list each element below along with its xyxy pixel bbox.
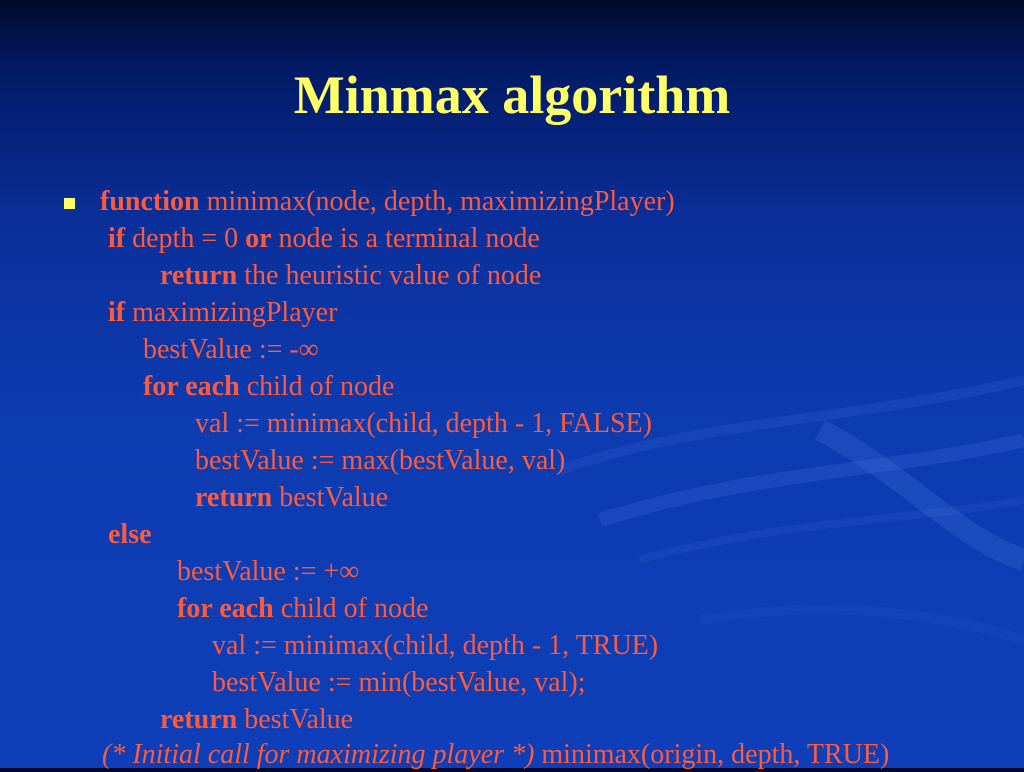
code-line-12: [177, 592, 428, 626]
keyword-return: return: [160, 260, 238, 291]
code-line-5: bestValue := -∞: [143, 334, 319, 365]
code-text: depth = 0: [125, 223, 246, 254]
keyword-else: else: [108, 519, 152, 550]
code-line-15: [160, 703, 353, 737]
code-line-10: [108, 518, 152, 552]
code-line-3: [160, 259, 541, 293]
code-line-6: [143, 370, 394, 404]
code-text: child of node: [239, 371, 395, 402]
code-line-16: [102, 738, 889, 772]
bullet-marker: [64, 198, 75, 209]
code-text: the heuristic value of node: [237, 260, 542, 291]
code-line-9: [195, 481, 388, 515]
code-line-7: val := minimax(child, depth - 1, FALSE): [195, 408, 652, 439]
code-line-13: val := minimax(child, depth - 1, TRUE): [212, 630, 659, 661]
code-line-1: [100, 185, 675, 219]
keyword-return: return: [160, 704, 238, 735]
keyword-or: or: [245, 223, 272, 254]
slide-title: Minmax algorithm: [293, 65, 731, 125]
code-text: bestValue: [272, 482, 389, 513]
code-line-11: bestValue := +∞: [177, 556, 360, 587]
keyword-if: if: [108, 297, 126, 328]
code-line-2: [108, 222, 540, 256]
keyword-function: function: [100, 186, 200, 217]
code-text: node is a terminal node: [271, 223, 540, 254]
code-line-14: bestValue := min(bestValue, val);: [212, 667, 586, 698]
code-line-4: [108, 296, 337, 330]
keyword-if: if: [108, 223, 126, 254]
code-text: child of node: [273, 593, 429, 624]
code-comment: (* Initial call for maximizing player *): [102, 739, 535, 770]
keyword-for-each: for each: [143, 371, 240, 402]
keyword-return: return: [195, 482, 273, 513]
keyword-for-each: for each: [177, 593, 274, 624]
code-line-8: bestValue := max(bestValue, val): [195, 445, 566, 476]
code-text: minimax(origin, depth, TRUE): [534, 739, 890, 770]
code-text: bestValue: [237, 704, 354, 735]
code-text: maximizingPlayer: [125, 297, 338, 328]
code-text: minimax(node, depth, maximizingPlayer): [199, 186, 675, 217]
